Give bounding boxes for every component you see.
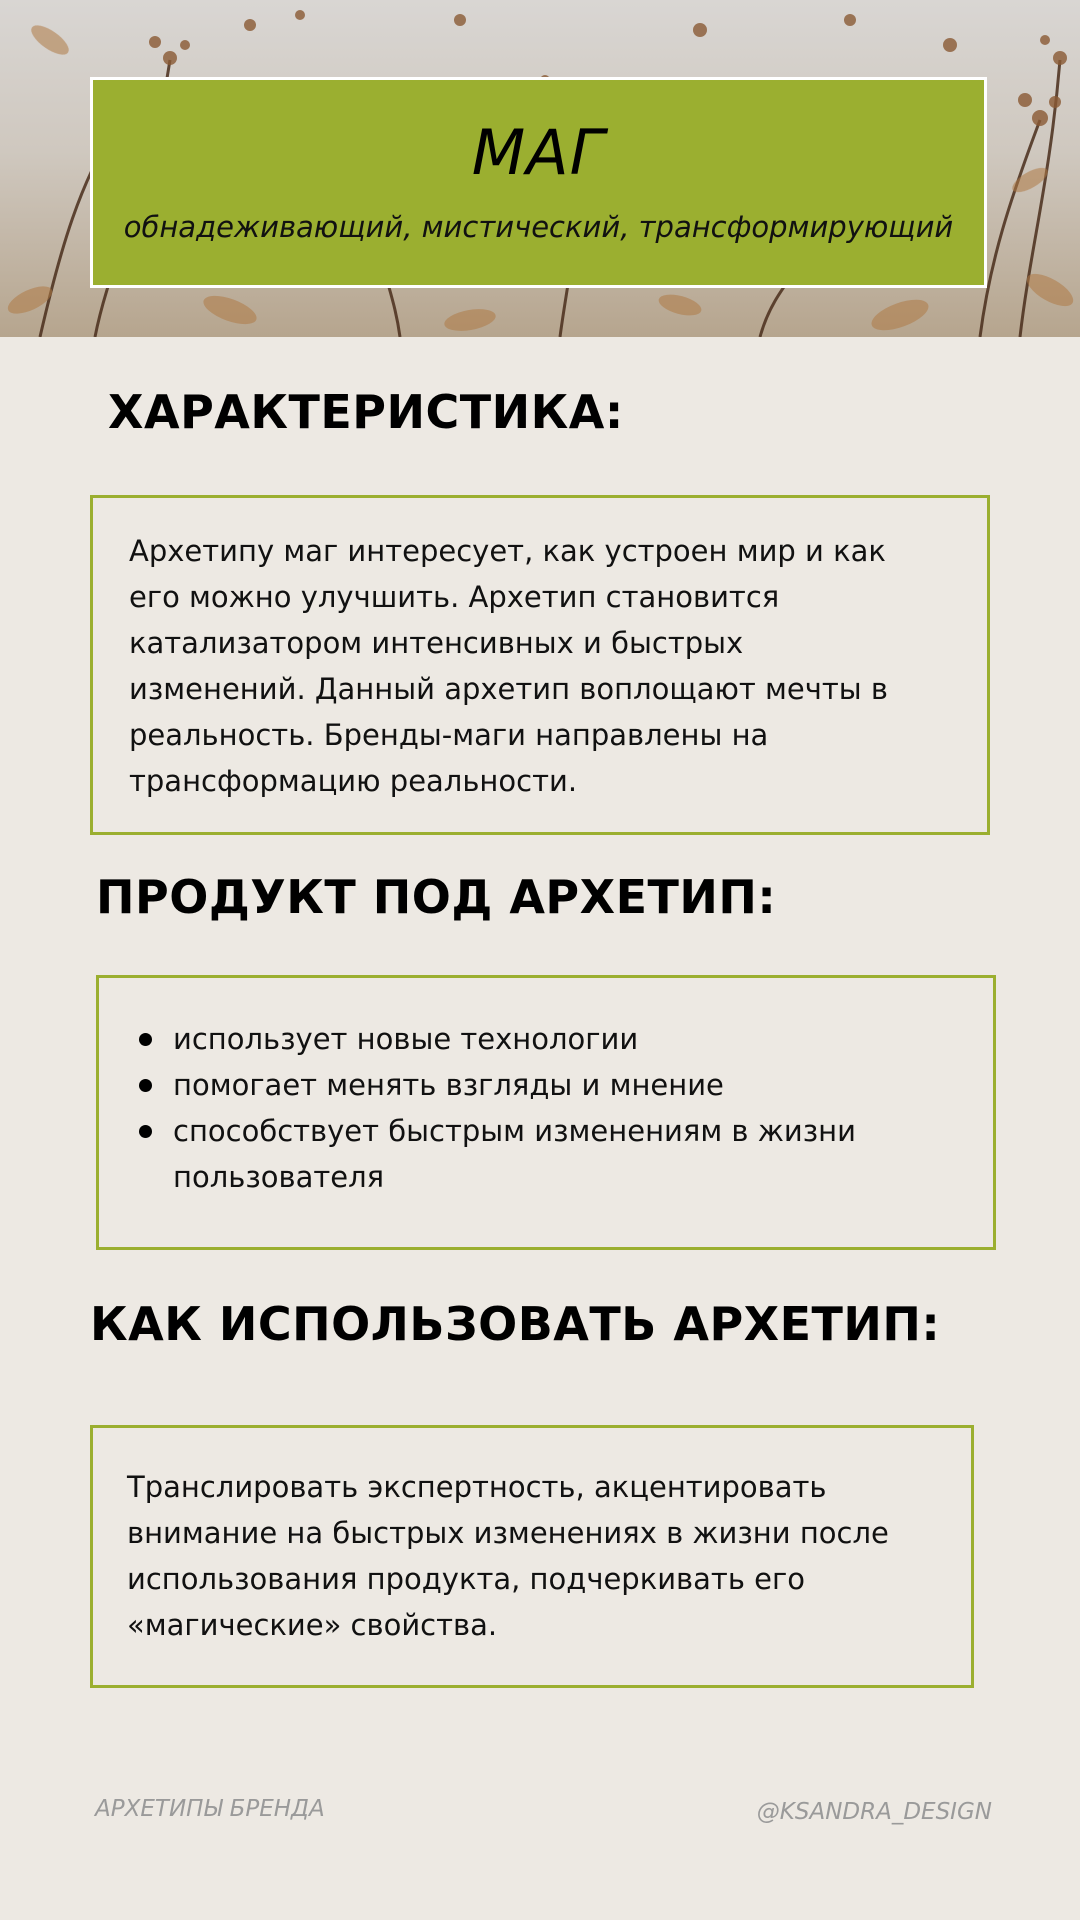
characteristic-box — [90, 495, 990, 835]
product-heading: ПРОДУКТ ПОД АРХЕТИП: — [96, 870, 777, 924]
characteristic-heading: ХАРАКТЕРИСТИКА: — [108, 385, 624, 439]
page-subtitle: обнадеживающий, мистический, трансформирующий — [123, 210, 954, 244]
footer-author-handle: @KSANDRA_DESIGN — [756, 1799, 992, 1825]
product-box — [96, 975, 996, 1250]
characteristic-text: Архетипу маг интересует, как устроен мир и как его можно улучшить. Архетип становится катализатором интенсивных и быстрых изменений. Данный архетип воплощают мечты в реальность. Бренды-маги направлены на трансформацию реальности. — [129, 534, 888, 798]
usage-text: Транслировать экспертность, акцентировать внимание на быстрых изменениях в жизни после использования продукта, подчеркивать его «магические» свойства. — [127, 1470, 889, 1642]
title-box — [90, 77, 987, 288]
header-photo — [0, 0, 1080, 337]
page-title: МАГ — [471, 116, 606, 189]
footer-series-label: АРХЕТИПЫ БРЕНДА — [95, 1796, 325, 1822]
usage-heading: КАК ИСПОЛЬЗОВАТЬ АРХЕТИП: — [90, 1297, 941, 1351]
list-item: помогает менять взгляды и мнение — [139, 1062, 919, 1108]
usage-box — [90, 1425, 974, 1688]
list-item: использует новые технологии — [139, 1016, 919, 1062]
product-list — [139, 1016, 919, 1200]
list-item: способствует быстрым изменениям в жизни пользователя — [139, 1108, 919, 1200]
